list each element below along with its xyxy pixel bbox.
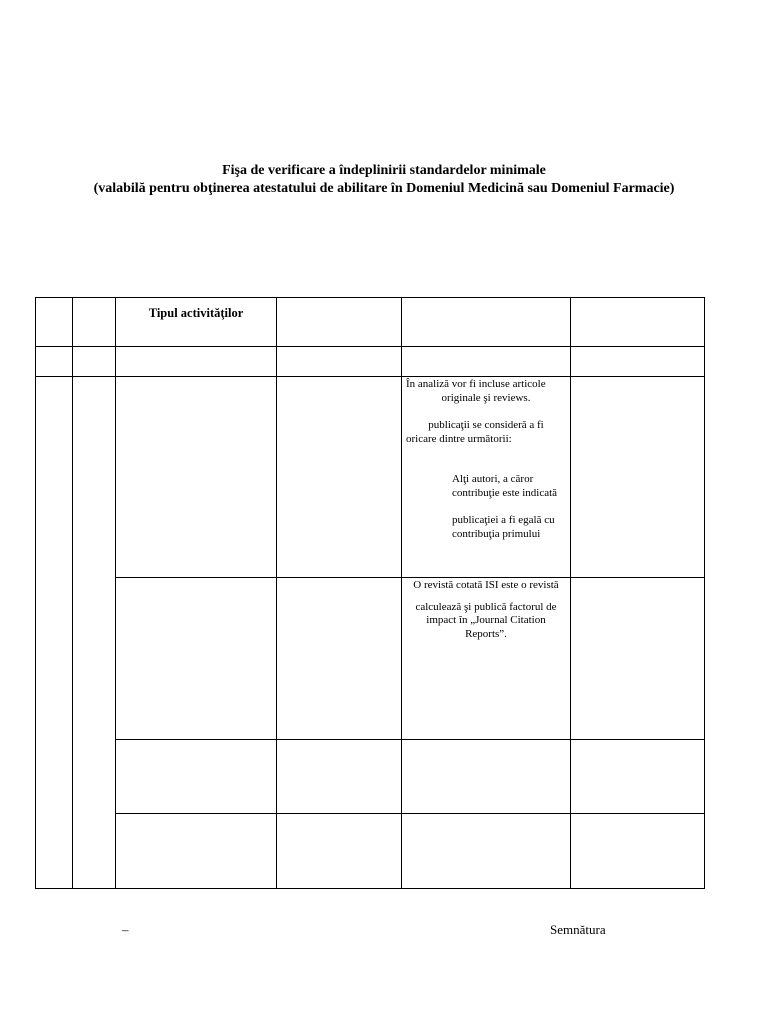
table-row <box>36 740 705 814</box>
footer-dash: – <box>122 922 129 937</box>
header-cell-5 <box>402 298 571 347</box>
header-cell-2 <box>73 298 116 347</box>
header-cell-1 <box>36 298 73 347</box>
note-cell-2: O revistă cotată ISI este o revistă calculează şi publică factorul de impact în „Journal Citation Reports”. <box>402 578 571 740</box>
table-row <box>36 347 705 377</box>
standards-table <box>35 297 705 889</box>
header-cell-4 <box>277 298 402 347</box>
table-row <box>36 814 705 889</box>
signature-label: Semnătura <box>550 922 606 937</box>
document-title <box>0 162 768 198</box>
table-row <box>36 578 705 740</box>
title-line-2: (valabilă pentru obţinerea atestatului de abilitare în Domeniul Medicină sau Domeniul Farmacie) <box>93 181 675 196</box>
merged-cell-1 <box>36 377 73 889</box>
table-row <box>36 377 705 578</box>
title-line-1: Fişa de verificare a îndeplinirii standardelor minimale <box>222 163 546 178</box>
header-cell-6 <box>571 298 705 347</box>
header-cell-activity <box>116 298 277 347</box>
note-cell-1: În analiză vor fi incluse articole originale şi reviews. publicaţii se consideră a fi oricare dintre următorii: Alţi autori, a căror contribuţie este indicată publicaţiei a fi egală cu contribuţia primului <box>402 377 571 578</box>
table-header-row <box>36 298 705 347</box>
merged-cell-2 <box>73 377 116 889</box>
header-activity-label: Tipul activităţilor <box>148 306 244 320</box>
